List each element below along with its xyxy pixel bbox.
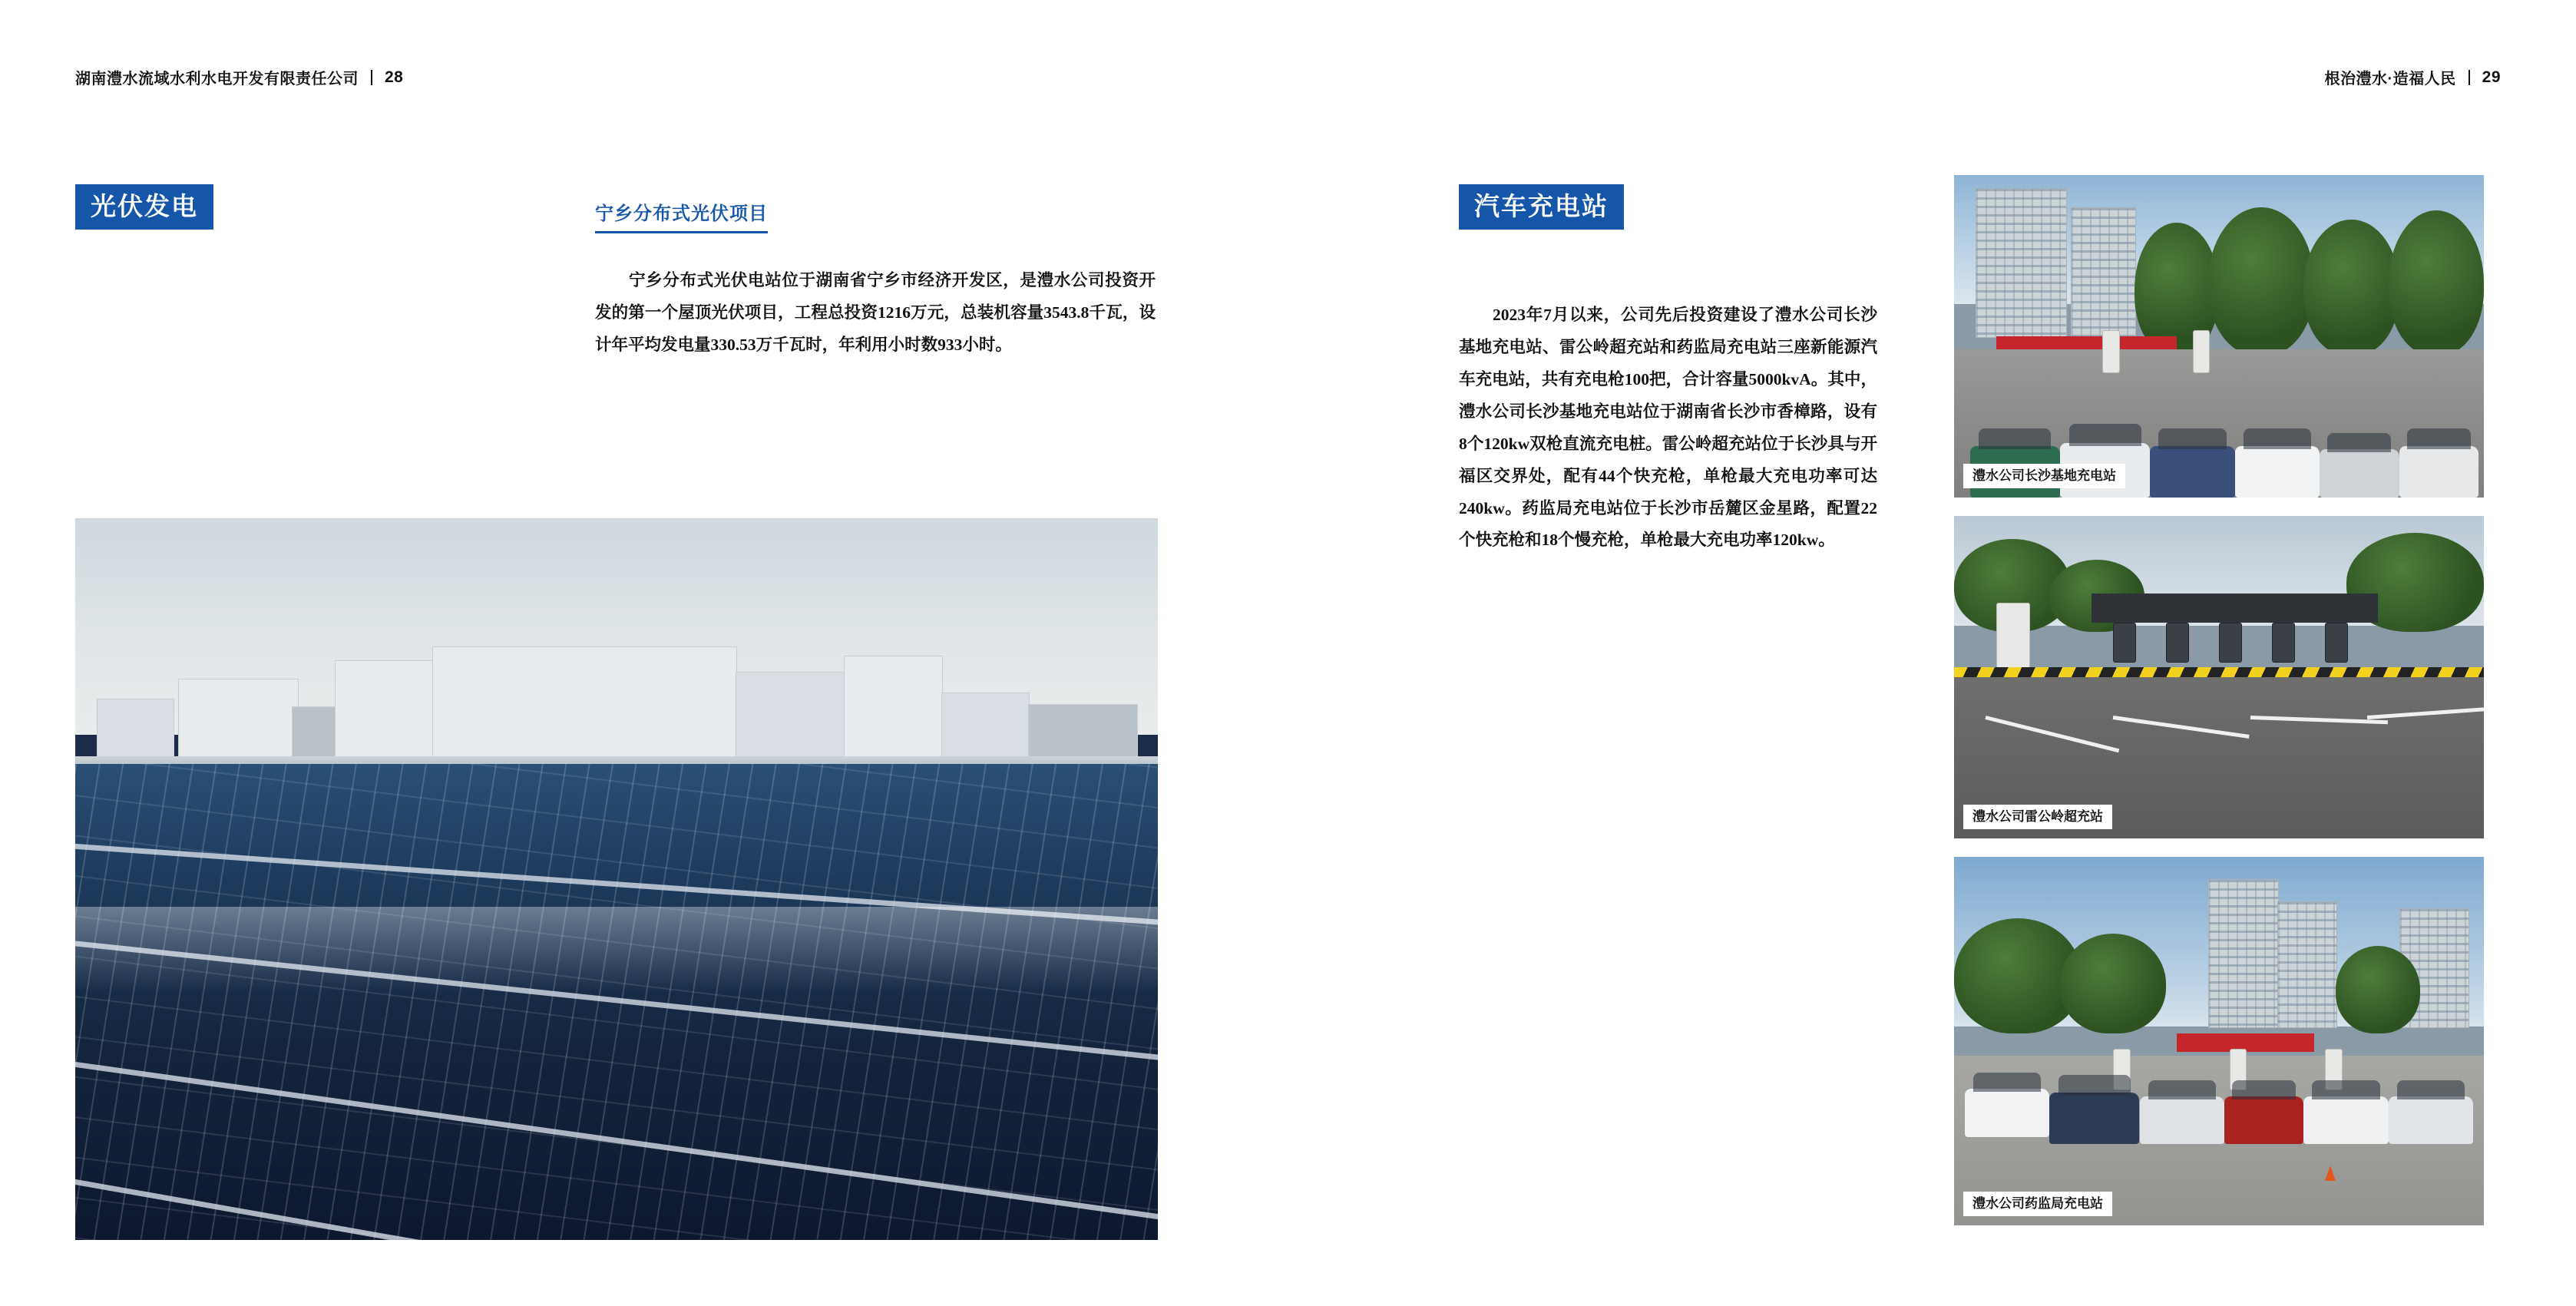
left-page-number: 28 [385,68,404,86]
right-page-number: 29 [2482,68,2501,86]
left-running-head-text: 湖南澧水流域水利水电开发有限责任公司 [75,71,359,88]
photo-scene [1954,516,2484,838]
running-head-divider [371,70,372,85]
left-body-paragraph: 宁乡分布式光伏电站位于湖南省宁乡市经济开发区，是澧水公司投资开发的第一个屋顶光伏项目，工程总投资1216万元，总装机容量3543.8千瓦，设计年平均发电量330.53万千瓦时，年利用小时数933小时。 [595,271,1156,354]
photo-caption: 澧水公司雷公岭超充站 [1963,805,2112,829]
right-running-head [2324,66,2501,88]
right-running-head-text: 根治澧水·造福人民 [2324,71,2456,88]
photo-canopy [2092,593,2378,623]
photo-scene [1954,857,2484,1225]
sub-title-ningxiang-project: 宁乡分布式光伏项目 [595,198,768,233]
right-body-paragraph: 2023年7月以来，公司先后投资建设了澧水公司长沙基地充电站、雷公岭超充站和药监局充电站三座新能源汽车充电站，共有充电枪100把，合计容量5000kvA。其中，澧水公司长沙基地充电站位于湖南省长沙市香樟路，设有8个120kw双枪直流充电桩。雷公岭超充站位于长沙具与开福区交界处，配有44个快充枪，单枪最大充电功率可达240kw。药监局充电站位于长沙市岳麓区金星路，配置22个快充枪和18个慢充枪，单枪最大充电功率120kw。 [1459,306,1877,550]
photo-caption: 澧水公司药监局充电站 [1963,1192,2112,1216]
left-running-head [75,66,403,88]
photo-solar-array [75,764,1158,1240]
photo-drug-administration-station [1954,857,2484,1225]
photo-solar-panel-rooftop [75,518,1158,1240]
running-head-divider [2469,70,2470,85]
photo-scene [1954,175,2484,498]
photo-buildings [75,648,1158,763]
photo-caption: 澧水公司长沙基地充电站 [1963,464,2125,488]
photo-changsha-base-station [1954,175,2484,498]
photo-leigongling-station [1954,516,2484,838]
section-title-charging-station: 汽车充电站 [1459,184,1624,230]
section-title-photovoltaic: 光伏发电 [75,184,213,230]
